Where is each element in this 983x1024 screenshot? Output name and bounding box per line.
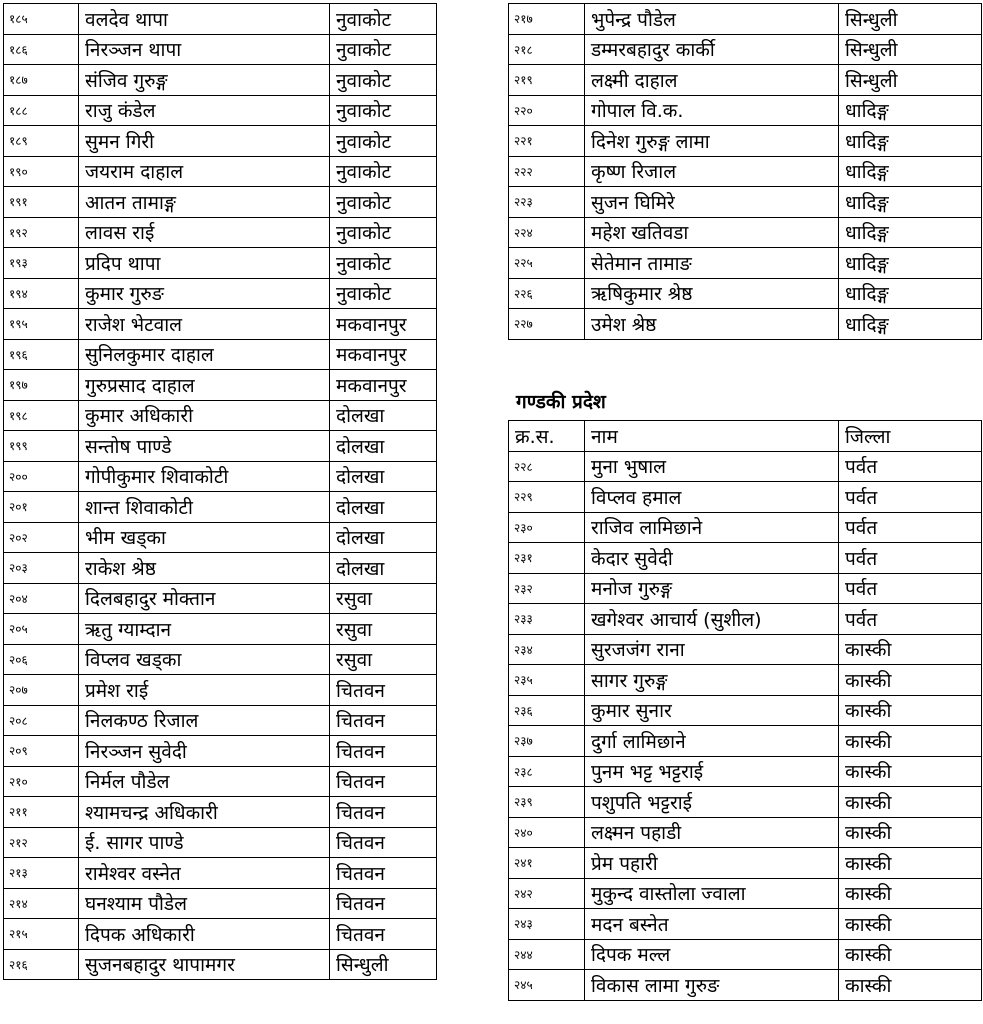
district-cell: रसुवा [330,614,437,645]
district-cell: कास्की [839,817,982,848]
serial-number-cell: २२७ [509,309,585,340]
table-row [4,156,437,187]
name-cell: राकेश श्रेष्ठ [79,553,330,584]
district-cell: नुवाकोट [330,248,437,279]
serial-number-cell: २३८ [509,756,585,787]
table-row [509,4,982,35]
left-table-body [4,4,437,980]
right-top-table-body [509,4,982,340]
name-cell: सेतेमान तामाङ [585,248,839,279]
name-cell: सन्तोष पाण्डे [79,431,330,462]
serial-number-cell: २०३ [4,553,79,584]
district-cell: धादिङ्ग [839,217,982,248]
table-row [509,695,982,726]
serial-number-cell: २२३ [509,187,585,218]
name-cell: भुपेन्द्र पौडेल [585,4,839,35]
district-cell: धादिङ्ग [839,278,982,309]
district-cell: कास्की [839,939,982,970]
table-row [509,909,982,940]
serial-number-cell: १९९ [4,431,79,462]
name-cell: निरञ्जन सुवेदी [79,736,330,767]
district-cell: नुवाकोट [330,126,437,157]
district-cell: दोलखा [330,461,437,492]
name-cell: दिपक मल्ल [585,939,839,970]
serial-number-cell: २३० [509,512,585,543]
table-row [4,65,437,96]
table-row [4,278,437,309]
district-cell: कास्की [839,695,982,726]
table-row [509,787,982,818]
table-row [509,482,982,513]
table-row [509,970,982,1001]
name-cell: निलकण्ठ रिजाल [79,705,330,736]
serial-number-cell: २३१ [509,543,585,574]
gandaki-table-body [509,451,982,1000]
header-district: जिल्ला [839,421,982,452]
table-row [4,675,437,706]
district-cell: चितवन [330,675,437,706]
name-cell: वलदेव थापा [79,4,330,35]
name-cell: शान्त शिवाकोटी [79,492,330,523]
table-row [4,126,437,157]
serial-number-cell: १८६ [4,34,79,65]
district-cell: नुवाकोट [330,187,437,218]
gandaki-table-header [509,421,982,452]
name-cell: दिलबहादुर मोक्तान [79,583,330,614]
district-cell: पर्वत [839,543,982,574]
district-cell: धादिङ्ग [839,248,982,279]
name-cell: कुमार अधिकारी [79,400,330,431]
district-cell: कास्की [839,787,982,818]
serial-number-cell: २३४ [509,634,585,665]
serial-number-cell: २४१ [509,848,585,879]
serial-number-cell: २१८ [509,34,585,65]
name-cell: जयराम दाहाल [79,156,330,187]
table-row [4,400,437,431]
name-cell: प्रदिप थापा [79,248,330,279]
serial-number-cell: २३६ [509,695,585,726]
district-cell: चितवन [330,797,437,828]
district-cell: सिन्धुली [330,949,437,980]
name-cell: मनोज गुरुङ्ग [585,573,839,604]
table-row [4,95,437,126]
district-cell: धादिङ्ग [839,156,982,187]
table-row [4,919,437,950]
district-cell: सिन्धुली [839,65,982,96]
serial-number-cell: २४४ [509,939,585,970]
serial-number-cell: २२८ [509,451,585,482]
table-row [4,309,437,340]
name-cell: संजिव गुरुङ्ग [79,65,330,96]
serial-number-cell: १९३ [4,248,79,279]
name-cell: लावस राई [79,217,330,248]
name-cell: घनश्याम पौडेल [79,888,330,919]
table-row [4,766,437,797]
table-row [4,34,437,65]
name-cell: गुरुप्रसाद दाहाल [79,370,330,401]
name-cell: रामेश्वर वस्नेत [79,858,330,889]
name-cell: मुना भुषाल [585,451,839,482]
serial-number-cell: १९२ [4,217,79,248]
serial-number-cell: १९५ [4,309,79,340]
table-row [509,248,982,279]
name-cell: सुजनबहादुर थापामगर [79,949,330,980]
table-row [4,888,437,919]
name-cell: ऋतु ग्याम्दान [79,614,330,645]
serial-number-cell: २३३ [509,604,585,635]
name-cell: खगेश्वर आचार्य (सुशील) [585,604,839,635]
name-cell: गोपीकुमार शिवाकोटी [79,461,330,492]
table-row [4,187,437,218]
district-cell: रसुवा [330,583,437,614]
table-row [509,939,982,970]
table-row [4,553,437,584]
district-cell: नुवाकोट [330,156,437,187]
table-row [509,634,982,665]
name-cell: विप्लव हमाल [585,482,839,513]
table-row [509,878,982,909]
serial-number-cell: २३९ [509,787,585,818]
table-row [509,34,982,65]
district-cell: नुवाकोट [330,217,437,248]
district-cell: चितवन [330,705,437,736]
table-row [4,949,437,980]
table-row [4,858,437,889]
district-cell: दोलखा [330,522,437,553]
district-cell: नुवाकोट [330,95,437,126]
table-row [4,339,437,370]
table-row [509,512,982,543]
district-cell: पर्वत [839,573,982,604]
serial-number-cell: २३५ [509,665,585,696]
table-row [4,461,437,492]
table-row [4,705,437,736]
serial-number-cell: २२५ [509,248,585,279]
name-cell: केदार सुवेदी [585,543,839,574]
district-cell: नुवाकोट [330,4,437,35]
district-cell: दोलखा [330,553,437,584]
table-row [4,797,437,828]
serial-number-cell: २२४ [509,217,585,248]
serial-number-cell: १८८ [4,95,79,126]
table-row [4,644,437,675]
name-cell: प्रेम पहारी [585,848,839,879]
serial-number-cell: २०६ [4,644,79,675]
district-cell: मकवानपुर [330,309,437,340]
district-cell: कास्की [839,848,982,879]
name-cell: सुरजजंग राना [585,634,839,665]
table-row [509,726,982,757]
header-name: नाम [585,421,839,452]
serial-number-cell: २०१ [4,492,79,523]
district-cell: चितवन [330,919,437,950]
serial-number-cell: २१७ [509,4,585,35]
district-cell: कास्की [839,634,982,665]
name-cell: आतन तामाङ्ग [79,187,330,218]
district-cell: धादिङ्ग [839,95,982,126]
name-cell: कृष्ण रिजाल [585,156,839,187]
table-row [509,278,982,309]
district-cell: सिन्धुली [839,34,982,65]
district-cell: पर्वत [839,604,982,635]
header-serial: क्र.स. [509,421,585,452]
serial-number-cell: २०८ [4,705,79,736]
district-cell: दोलखा [330,431,437,462]
name-cell: सुमन गिरी [79,126,330,157]
name-cell: सुजन घिमिरे [585,187,839,218]
district-cell: कास्की [839,726,982,757]
name-cell: निरञ्जन थापा [79,34,330,65]
district-cell: नुवाकोट [330,278,437,309]
name-cell: राजु कंडेल [79,95,330,126]
name-cell: डम्मरबहादुर कार्की [585,34,839,65]
district-cell: कास्की [839,909,982,940]
table-row [4,583,437,614]
name-cell: विकास लामा गुरुङ [585,970,839,1001]
table-row [4,492,437,523]
serial-number-cell: १९० [4,156,79,187]
district-cell: नुवाकोट [330,34,437,65]
gandaki-list-table [508,420,982,1001]
district-cell: मकवानपुर [330,339,437,370]
table-row [509,573,982,604]
name-cell: भीम खड्का [79,522,330,553]
serial-number-cell: २०९ [4,736,79,767]
district-cell: धादिङ्ग [839,187,982,218]
district-cell: दोलखा [330,400,437,431]
name-cell: उमेश श्रेष्ठ [585,309,839,340]
table-row [4,217,437,248]
district-cell: सिन्धुली [839,4,982,35]
table-row [4,431,437,462]
serial-number-cell: २१० [4,766,79,797]
district-cell: कास्की [839,970,982,1001]
serial-number-cell: १८७ [4,65,79,96]
table-row [509,65,982,96]
table-row [4,4,437,35]
serial-number-cell: २४० [509,817,585,848]
serial-number-cell: १९६ [4,339,79,370]
table-row [4,614,437,645]
district-cell: धादिङ्ग [839,309,982,340]
name-cell: ई. सागर पाण्डे [79,827,330,858]
serial-number-cell: २३७ [509,726,585,757]
district-cell: चितवन [330,858,437,889]
serial-number-cell: २०५ [4,614,79,645]
bagmati-list-continued-table [508,3,982,340]
serial-number-cell: २२९ [509,482,585,513]
table-row [4,827,437,858]
district-cell: चितवन [330,736,437,767]
table-row [4,370,437,401]
bagmati-list-table [3,3,437,980]
name-cell: राजेश भेटवाल [79,309,330,340]
serial-number-cell: २१५ [4,919,79,950]
table-row [4,248,437,279]
district-cell: रसुवा [330,644,437,675]
district-cell: दोलखा [330,492,437,523]
name-cell: श्यामचन्द्र अधिकारी [79,797,330,828]
serial-number-cell: २२१ [509,126,585,157]
table-row [509,848,982,879]
serial-number-cell: २२२ [509,156,585,187]
table-row [509,95,982,126]
name-cell: सुनिलकुमार दाहाल [79,339,330,370]
name-cell: प्रमेश राई [79,675,330,706]
serial-number-cell: २१४ [4,888,79,919]
serial-number-cell: २०२ [4,522,79,553]
name-cell: पुनम भट्ट भट्टराई [585,756,839,787]
name-cell: सागर गुरुङ्ग [585,665,839,696]
district-cell: कास्की [839,756,982,787]
district-cell: पर्वत [839,482,982,513]
district-cell: चितवन [330,827,437,858]
name-cell: महेश खतिवडा [585,217,839,248]
name-cell: निर्मल पौडेल [79,766,330,797]
district-cell: चितवन [330,766,437,797]
serial-number-cell: २१६ [4,949,79,980]
district-cell: नुवाकोट [330,65,437,96]
name-cell: मदन बस्नेत [585,909,839,940]
table-row [509,451,982,482]
serial-number-cell: २४५ [509,970,585,1001]
gandaki-section-heading: गण्डकी प्रदेश [516,391,606,413]
serial-number-cell: २०७ [4,675,79,706]
name-cell: लक्ष्मी दाहाल [585,65,839,96]
serial-number-cell: १९७ [4,370,79,401]
name-cell: ऋषिकुमार श्रेष्ठ [585,278,839,309]
table-row [509,156,982,187]
name-cell: दुर्गा लामिछाने [585,726,839,757]
serial-number-cell: २२६ [509,278,585,309]
table-row [509,126,982,157]
table-row [4,736,437,767]
name-cell: कुमार सुनार [585,695,839,726]
table-row [509,187,982,218]
header-row [509,421,982,452]
name-cell: मुकुन्द वास्तोला ज्वाला [585,878,839,909]
serial-number-cell: १९१ [4,187,79,218]
name-cell: दिनेश गुरुङ्ग लामा [585,126,839,157]
table-row [509,665,982,696]
serial-number-cell: २२० [509,95,585,126]
serial-number-cell: २१२ [4,827,79,858]
serial-number-cell: २१३ [4,858,79,889]
serial-number-cell: १९४ [4,278,79,309]
serial-number-cell: २४२ [509,878,585,909]
name-cell: राजिव लामिछाने [585,512,839,543]
name-cell: गोपाल वि.क. [585,95,839,126]
table-row [509,756,982,787]
district-cell: मकवानपुर [330,370,437,401]
serial-number-cell: १९८ [4,400,79,431]
serial-number-cell: २१९ [509,65,585,96]
table-row [509,309,982,340]
table-row [509,817,982,848]
serial-number-cell: १८९ [4,126,79,157]
table-row [509,217,982,248]
serial-number-cell: २११ [4,797,79,828]
serial-number-cell: २०४ [4,583,79,614]
serial-number-cell: २४३ [509,909,585,940]
serial-number-cell: १८५ [4,4,79,35]
district-cell: कास्की [839,878,982,909]
name-cell: कुमार गुरुङ [79,278,330,309]
table-row [509,604,982,635]
district-cell: पर्वत [839,451,982,482]
name-cell: लक्ष्मन पहाडी [585,817,839,848]
district-cell: धादिङ्ग [839,126,982,157]
district-cell: पर्वत [839,512,982,543]
district-cell: चितवन [330,888,437,919]
name-cell: विप्लव खड्का [79,644,330,675]
name-cell: पशुपति भट्टराई [585,787,839,818]
table-row [509,543,982,574]
table-row [4,522,437,553]
serial-number-cell: २३२ [509,573,585,604]
district-cell: कास्की [839,665,982,696]
serial-number-cell: २०० [4,461,79,492]
name-cell: दिपक अधिकारी [79,919,330,950]
